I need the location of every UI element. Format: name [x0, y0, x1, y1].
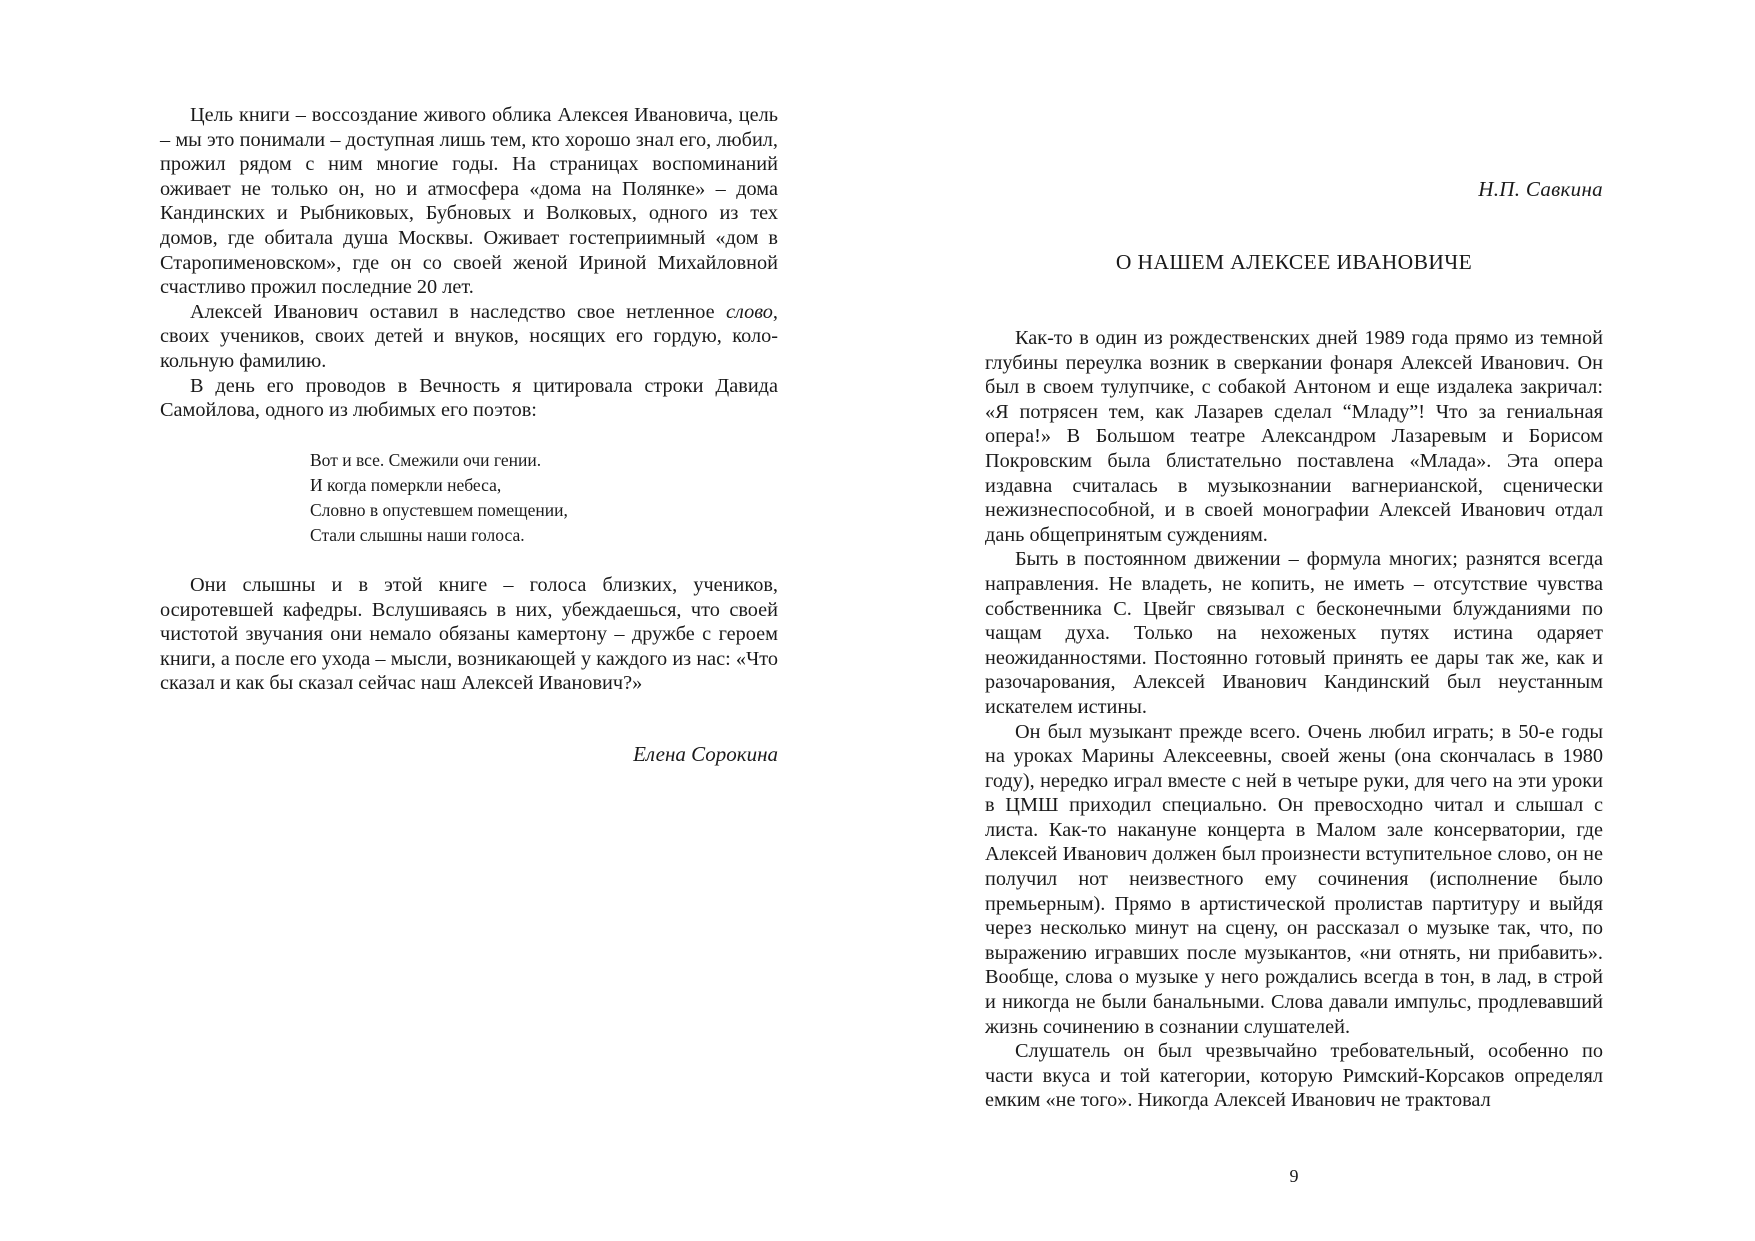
- right-paragraph-4: Слушатель он был чрезвычайно требовательный, особенно по части вкуса и той категории, которую Римский-Корсаков определял емким «не того». Никогда Алексей Иванович не трактовал: [985, 1040, 1603, 1112]
- right-paragraph-3: Он был музыкант прежде всего. Очень любил играть; в 50-е годы на уроках Марины Алексеевны, своей жены (она скончалась в 1980 году), нередко играл вместе с ней в четыре руки, для чего на эти уроки в ЦМШ приходил специально. Он превосходно читал и слышал с листа. Как-то накануне концерта в Малом зале консерватории, где Алексей Иванович должен был произнести вступительное слово, он не получил нот неизвестного ему сочинения (исполнение было премьерным). Прямо в артистической пролистав партитуру и выйдя через несколько минут на сцену, он рассказал о музыке так, что, по выражению игравших после музыкантов, «ни отнять, ни прибавить». Вообще, слова о музыке у него рождались всегда в тон, в лад, в строй и никогда не были банальными. Слова давали импульс, продлевавший жизнь сочинению в сознании слушателей.: [985, 720, 1603, 1038]
- left-text-block-2: [160, 573, 778, 696]
- signature-sorokina: Елена Сорокина: [633, 742, 778, 766]
- left-page: [160, 0, 778, 1241]
- left-paragraph-2: [160, 300, 778, 374]
- left-paragraph-2-tail: , своих учеников, своих детей и внуков, носящих его гордую, колокольную фамилию.: [160, 300, 778, 372]
- left-paragraph-2-head: Алексей Иванович оставил в наследство свое нетленное: [190, 300, 715, 323]
- right-page: [985, 0, 1603, 1241]
- right-paragraph-1: Как-то в один из рождественских дней 1989 года прямо из темной глубины переулка возник в сверкании фонаря Алексей Иванович. Он был в своем тулупчике, с собакой Антоном и еще издалека закричал: «Я потрясен тем, как Лазарев сделал “Младу”! Что за гениальная опера!» В Большом театре Александром Лазаревым и Борисом Покровским была блистательно поставлена «Млада». Эта опера издавна считалась в музыкознании вагнерианской, сценически нежизнеспособной, и в своей монографии Алексей Иванович отдал дань общепринятым суждениям.: [985, 327, 1603, 546]
- right-text-block: [985, 326, 1603, 1113]
- right-paragraph-2: Быть в постоянном движении – формула многих; разнятся всегда направления. Не владеть, не копить, не иметь – отсутствие чувства собственника С. Цвейг связывал с бесконечными блужданиями по чащам духа. Только на нехоженых путях истина одаряет неожиданностями. Постоянно готовый принять ее дары так же, как и разочарования, Алексей Иванович Кандинский был неустанным искателем истины.: [985, 548, 1603, 718]
- left-paragraph-1: Цель книги – воссоздание живого облика Алексея Ивановича, цель – мы это понимали – доступная лишь тем, кто хорошо знал его, любил, прожил рядом с ним многие годы. На страницах воспоминаний оживает не только он, но и атмосфера «дома на Полянке» – дома Кандинских и Рыбниковых, Бубновых и Волковых, одного из тех домов, где обитала душа Москвы. Оживает гостеприимный «дом в Старопименовском», где он со своей женой Ириной Михайловной счастливо прожил последние 20 лет.: [160, 104, 778, 299]
- poem-line: Словно в опустевшем помещении,: [310, 500, 568, 520]
- left-paragraph-4: Они слышны и в этой книге – голоса близких, учеников, осиротевшей кафедры. Вслушиваясь в них, убеждаешься, что своей чистотой звучания они немало обязаны камертону – дружбе с героем книги, а после его ухода – мысли, возникающей у каждого из нас: «Что сказал и как бы сказал сейчас наш Алексей Иванович?»: [160, 574, 778, 695]
- poem-line: И когда померкли небеса,: [310, 475, 502, 495]
- page-number: 9: [1289, 1166, 1299, 1186]
- italic-word-slovo: слово: [726, 300, 773, 323]
- poem-line: Вот и все. Смежили очи гении.: [310, 450, 542, 470]
- author-name: Н.П. Савкина: [1478, 177, 1603, 201]
- poem-line: Стали слышны наши голоса.: [310, 525, 525, 545]
- poem-quote: [310, 448, 770, 548]
- left-text-block: [160, 103, 778, 423]
- chapter-title: О НАШЕМ АЛЕКСЕЕ ИВАНОВИЧЕ: [1115, 250, 1473, 274]
- left-paragraph-3: В день его проводов в Вечность я цитировала строки Давида Самойлова, одного из любимых его поэтов:: [160, 374, 778, 422]
